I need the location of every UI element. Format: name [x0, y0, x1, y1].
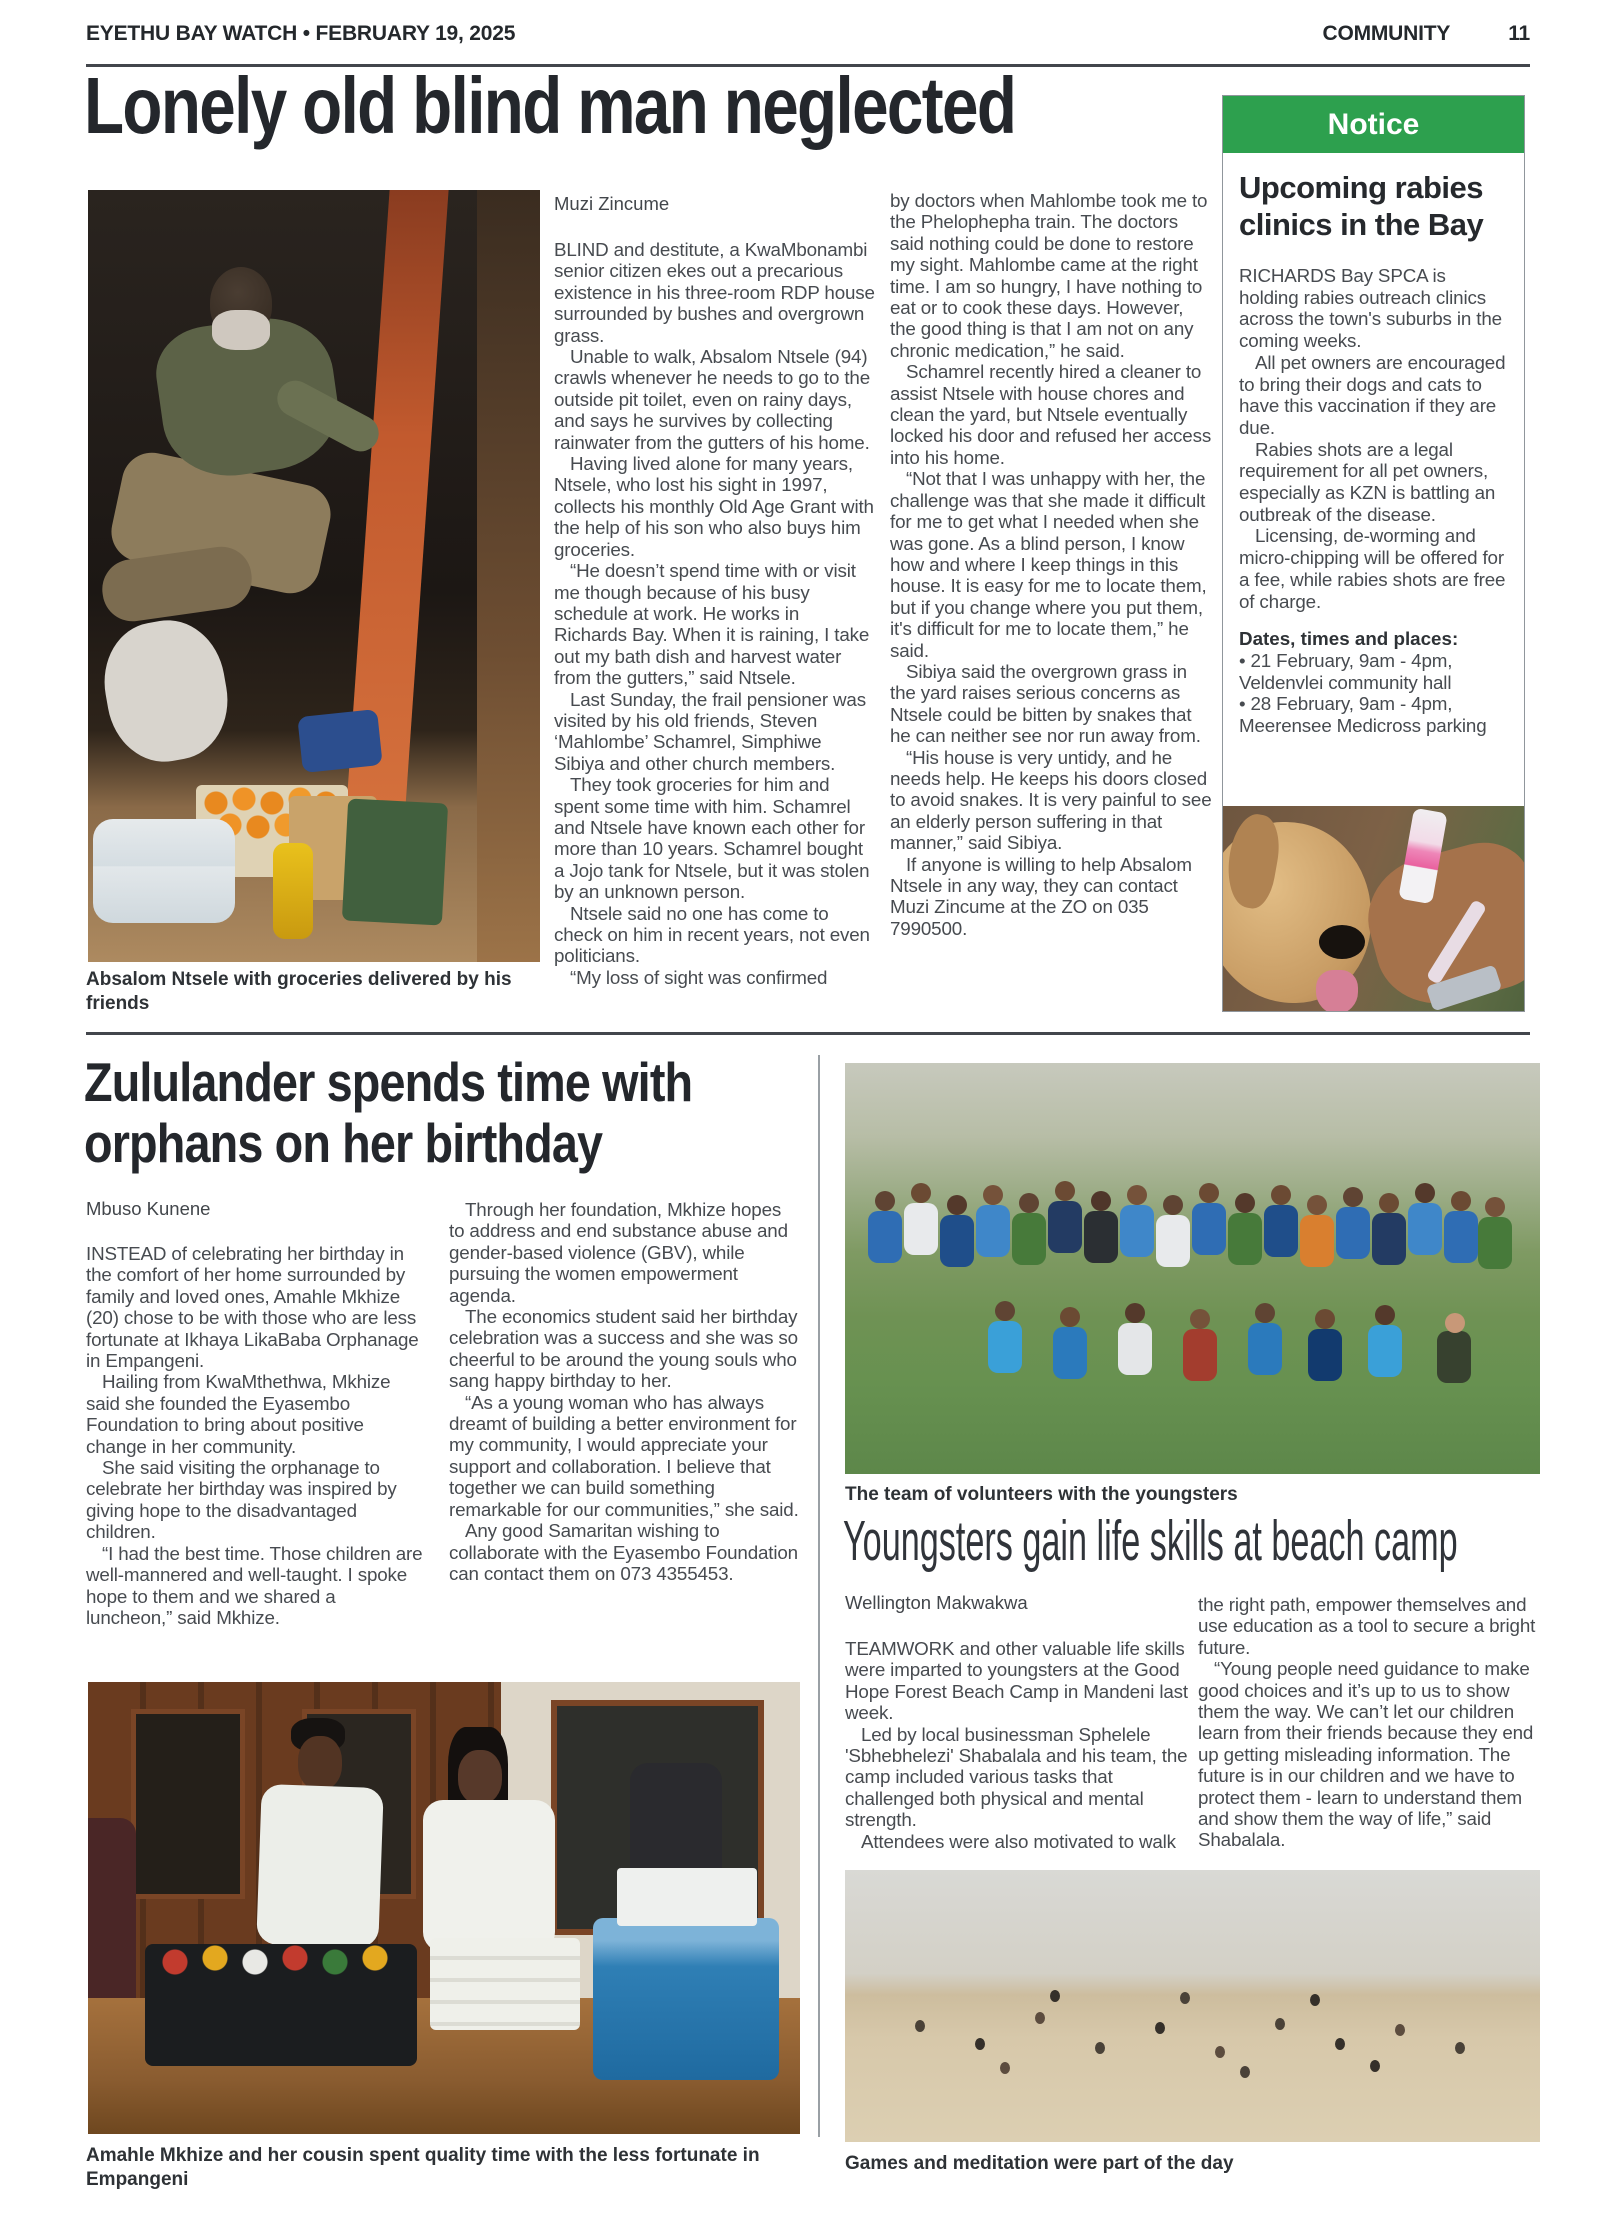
article2-photo-caption: Amahle Mkhize and her cousin spent quality time with the less fortunate in Empangeni — [86, 2145, 760, 2190]
photo-rabies-vaccination — [1223, 806, 1524, 1011]
notice-header: Notice — [1223, 96, 1524, 153]
notice-dates-list — [1239, 650, 1508, 737]
notice-box — [1222, 95, 1525, 1012]
food-crate-shape — [145, 1944, 417, 2066]
group-heads-shape — [845, 1063, 865, 1083]
paragraph: Having lived alone for many years, Ntsele, who lost his sight in 1997, collects his monthly Old Age Grant with the help of his son who also buys him groceries. — [554, 453, 874, 560]
article1-column-2 — [890, 190, 1212, 939]
paragraph: They took groceries for him and spent some time with him. Schamrel and Ntsele have known each other for more than 10 years. Schamrel bought a Jojo tank for Ntsele, but it was stolen by an unknown person. — [554, 774, 870, 903]
paragraph: TEAMWORK and other valuable life skills were imparted to youngsters at the Good Hope Forest Beach Camp in Mandeni last week. — [845, 1638, 1188, 1724]
article1-headline: Lonely old blind man neglected — [84, 61, 1016, 150]
article3-team-caption: The team of volunteers with the youngsters — [845, 1484, 1238, 1505]
section-divider — [86, 1032, 1530, 1035]
water-bottles-shape — [93, 819, 235, 923]
paragraph: BLIND and destitute, a KwaMbonambi senior citizen ekes out a precarious existence in his three-room RDP house surrounded by bushes and overgrown grass. — [554, 239, 875, 346]
paragraph: Last Sunday, the frail pensioner was visited by his old friends, Steven ‘Mahlombe’ Schamrel, Simphiwe Sibiya and other church members. — [554, 688, 866, 774]
article2-column-1 — [86, 1243, 424, 1628]
paragraph: All pet owners are encouraged to bring their dogs and cats to have this vaccination if they are due. — [1239, 351, 1506, 438]
masthead-right — [1323, 22, 1531, 46]
column-rule — [818, 1055, 820, 2137]
beach-figures-shape — [845, 1870, 855, 1882]
door-window-shape — [131, 1709, 245, 1899]
paragraph: Through her foundation, Mkhize hopes to address and end substance abuse and gender-based violence (GBV), while pursuing the women empowerment agenda. — [449, 1199, 788, 1306]
article2-byline: Mbuso Kunene — [86, 1198, 211, 1219]
wood-shape — [477, 190, 540, 962]
food-trays-shape — [430, 1938, 580, 2030]
shirt-shape — [256, 1784, 384, 1948]
paragraph: If anyone is willing to help Absalom Ntsele in any way, they can contact Muzi Zincume at the ZO on 035 7990500. — [890, 853, 1192, 939]
paragraph: Rabies shots are a legal requirement for all pet owners, especially as KZN is battling an outbreak of the disease. — [1239, 438, 1496, 525]
containers-shape — [617, 1868, 757, 1926]
paragraph: “I had the best time. Those children are well-mannered and well-taught. I spoke hope to them and we shared a luncheon,” said Mkhize. — [86, 1542, 423, 1628]
paragraph: Attendees were also motivated to walk — [860, 1830, 1176, 1852]
article3-column-2 — [1198, 1594, 1546, 1851]
notice-content — [1223, 169, 1524, 737]
paragraph: “As a young woman who has always dreamt of building a better environment for my community, I would appreciate your support and collaboration. I believe that together we can build something remarkable for our communities,” she said. — [449, 1391, 799, 1520]
dog-nose-shape — [1319, 925, 1365, 959]
photo-orphanage-luncheon — [88, 1682, 800, 2134]
masthead — [86, 22, 1530, 46]
paragraph: • 28 February, 9am - 4pm, Meerensee Medicross parking — [1239, 693, 1487, 737]
masthead-title: EYETHU BAY WATCH • FEBRUARY 19, 2025 — [86, 22, 516, 45]
paragraph: “Young people need guidance to make good choices and it’s up to us to show them the way. We can’t let our children learn from their friends because they end up getting misleading information. The future is in our children and we have to protect them - learn to understand them and show them the way of life,” said Shabalala. — [1198, 1658, 1534, 1851]
article2-headline: Zululander spends time with orphans on her birthday — [84, 1051, 693, 1174]
head-shape — [458, 1750, 502, 1804]
beard-shape — [212, 310, 270, 350]
section-label: COMMUNITY — [1322, 22, 1451, 45]
notice-dates-heading: Dates, times and places: — [1239, 628, 1459, 650]
notice-headline: Upcoming rabies clinics in the Bay — [1239, 170, 1484, 242]
notice-body — [1239, 265, 1508, 612]
paragraph: Unable to walk, Absalom Ntsele (94) crawls whenever he needs to go to the outside pit toilet, even on rainy days, and says he survives by collecting rainwater from the gutters of his home. — [554, 346, 871, 453]
article1-photo-caption: Absalom Ntsele with groceries delivered by his friends — [86, 969, 512, 1014]
paragraph: The economics student said her birthday celebration was a success and she was so cheerful to be around the young souls who sang happy birthday to her. — [449, 1306, 798, 1392]
article3-photo-caption: Games and meditation were part of the day — [845, 2153, 1234, 2174]
photo-beach-meditation — [845, 1870, 1540, 2142]
paragraph: Licensing, de-worming and micro-chipping will be offered for a fee, while rabies shots are free of charge. — [1239, 525, 1506, 612]
oil-bottle-shape — [273, 843, 313, 939]
blue-bag-shape — [298, 709, 383, 773]
page-number: 11 — [1508, 22, 1530, 45]
green-bag-shape — [342, 799, 448, 926]
article1-column-1 — [554, 239, 876, 988]
paragraph: by doctors when Mahlombe took me to the Phelophepha train. The doctors said nothing could be done to restore my sight. Mahlombe came at the right time. I am so hungry, I have nothing to eat or to cook these days. However, the good thing is that I am not on any chronic medication,” he said. — [890, 190, 1208, 361]
paragraph: Schamrel recently hired a cleaner to assist Ntsele with house chores and clean the yard, but Ntsele eventually locked his door and refused her access into his home. — [890, 361, 1212, 468]
paragraph: Led by local businessman Sphelele 'Sbhebhelezi' Shabalala and his team, the camp included various tasks that challenged both physical and mental strength. — [845, 1723, 1188, 1831]
paragraph: Hailing from KwaMthethwa, Mkhize said she founded the Eyasembo Foundation to bring about positive change in her community. — [86, 1371, 391, 1457]
cooler-box-shape — [593, 1918, 779, 2080]
photo-absalom-ntsele — [88, 190, 540, 962]
head-shape — [298, 1736, 342, 1790]
paragraph: the right path, empower themselves and use education as a tool to secure a bright future. — [1198, 1594, 1536, 1658]
paragraph: Ntsele said no one has come to check on him in recent years, not even politicians. — [554, 902, 870, 967]
paragraph: “Not that I was unhappy with her, the challenge was that she made it difficult for me to get what I needed when she was gone. As a blind person, I know how and where I keep things in this house. It is easy for me to locate them, but if you change where you put them, it's difficult for me to locate them,” he said. — [890, 468, 1207, 661]
paragraph: RICHARDS Bay SPCA is holding rabies outreach clinics across the town's suburbs in the coming weeks. — [1239, 265, 1502, 352]
paragraph: “My loss of sight was confirmed — [569, 966, 828, 988]
paragraph: INSTEAD of celebrating her birthday in the comfort of her home surrounded by family and loved ones, Amahle Mkhize (20) chose to be with those who are less fortunate at Ikhaya LikaBaba Orphanage in Empangeni. — [86, 1243, 419, 1372]
paragraph: • 21 February, 9am - 4pm, Veldenvlei community hall — [1239, 649, 1453, 693]
dog-tongue-shape — [1316, 970, 1358, 1011]
article3-headline: Youngsters gain life skills at beach camp — [843, 1509, 1458, 1573]
plastic-bag-shape — [95, 612, 237, 771]
photo-volunteer-team — [845, 1063, 1540, 1474]
article3-byline: Wellington Makwakwa — [845, 1592, 1028, 1613]
paragraph: She said visiting the orphanage to celebrate her birthday was inspired by giving hope to the disadvantaged children. — [86, 1457, 397, 1543]
paragraph: “He doesn’t spend time with or visit me though because of his busy schedule at work. He works in Richards Bay. When it is raining, I take out my bath dish and harvest water from the gutters,” said Ntsele. — [554, 560, 870, 689]
article3-column-1 — [845, 1638, 1191, 1852]
article1-byline: Muzi Zincume — [554, 193, 670, 214]
paragraph: Any good Samaritan wishing to collaborate with the Eyasembo Foundation can contact them on 073 4355453. — [449, 1520, 798, 1584]
shirt-shape — [423, 1800, 555, 1952]
paragraph: “His house is very untidy, and he needs help. He keeps his doors closed to avoid snakes. It is very painful to see an elderly person suffering in that manner,” said Sibiya. — [890, 746, 1212, 854]
paragraph: Sibiya said the overgrown grass in the yard raises serious concerns as Ntsele could be bitten by snakes that he can neither see nor run away from. — [890, 660, 1201, 747]
article2-column-2 — [449, 1199, 799, 1584]
person-shape — [88, 1818, 136, 2018]
